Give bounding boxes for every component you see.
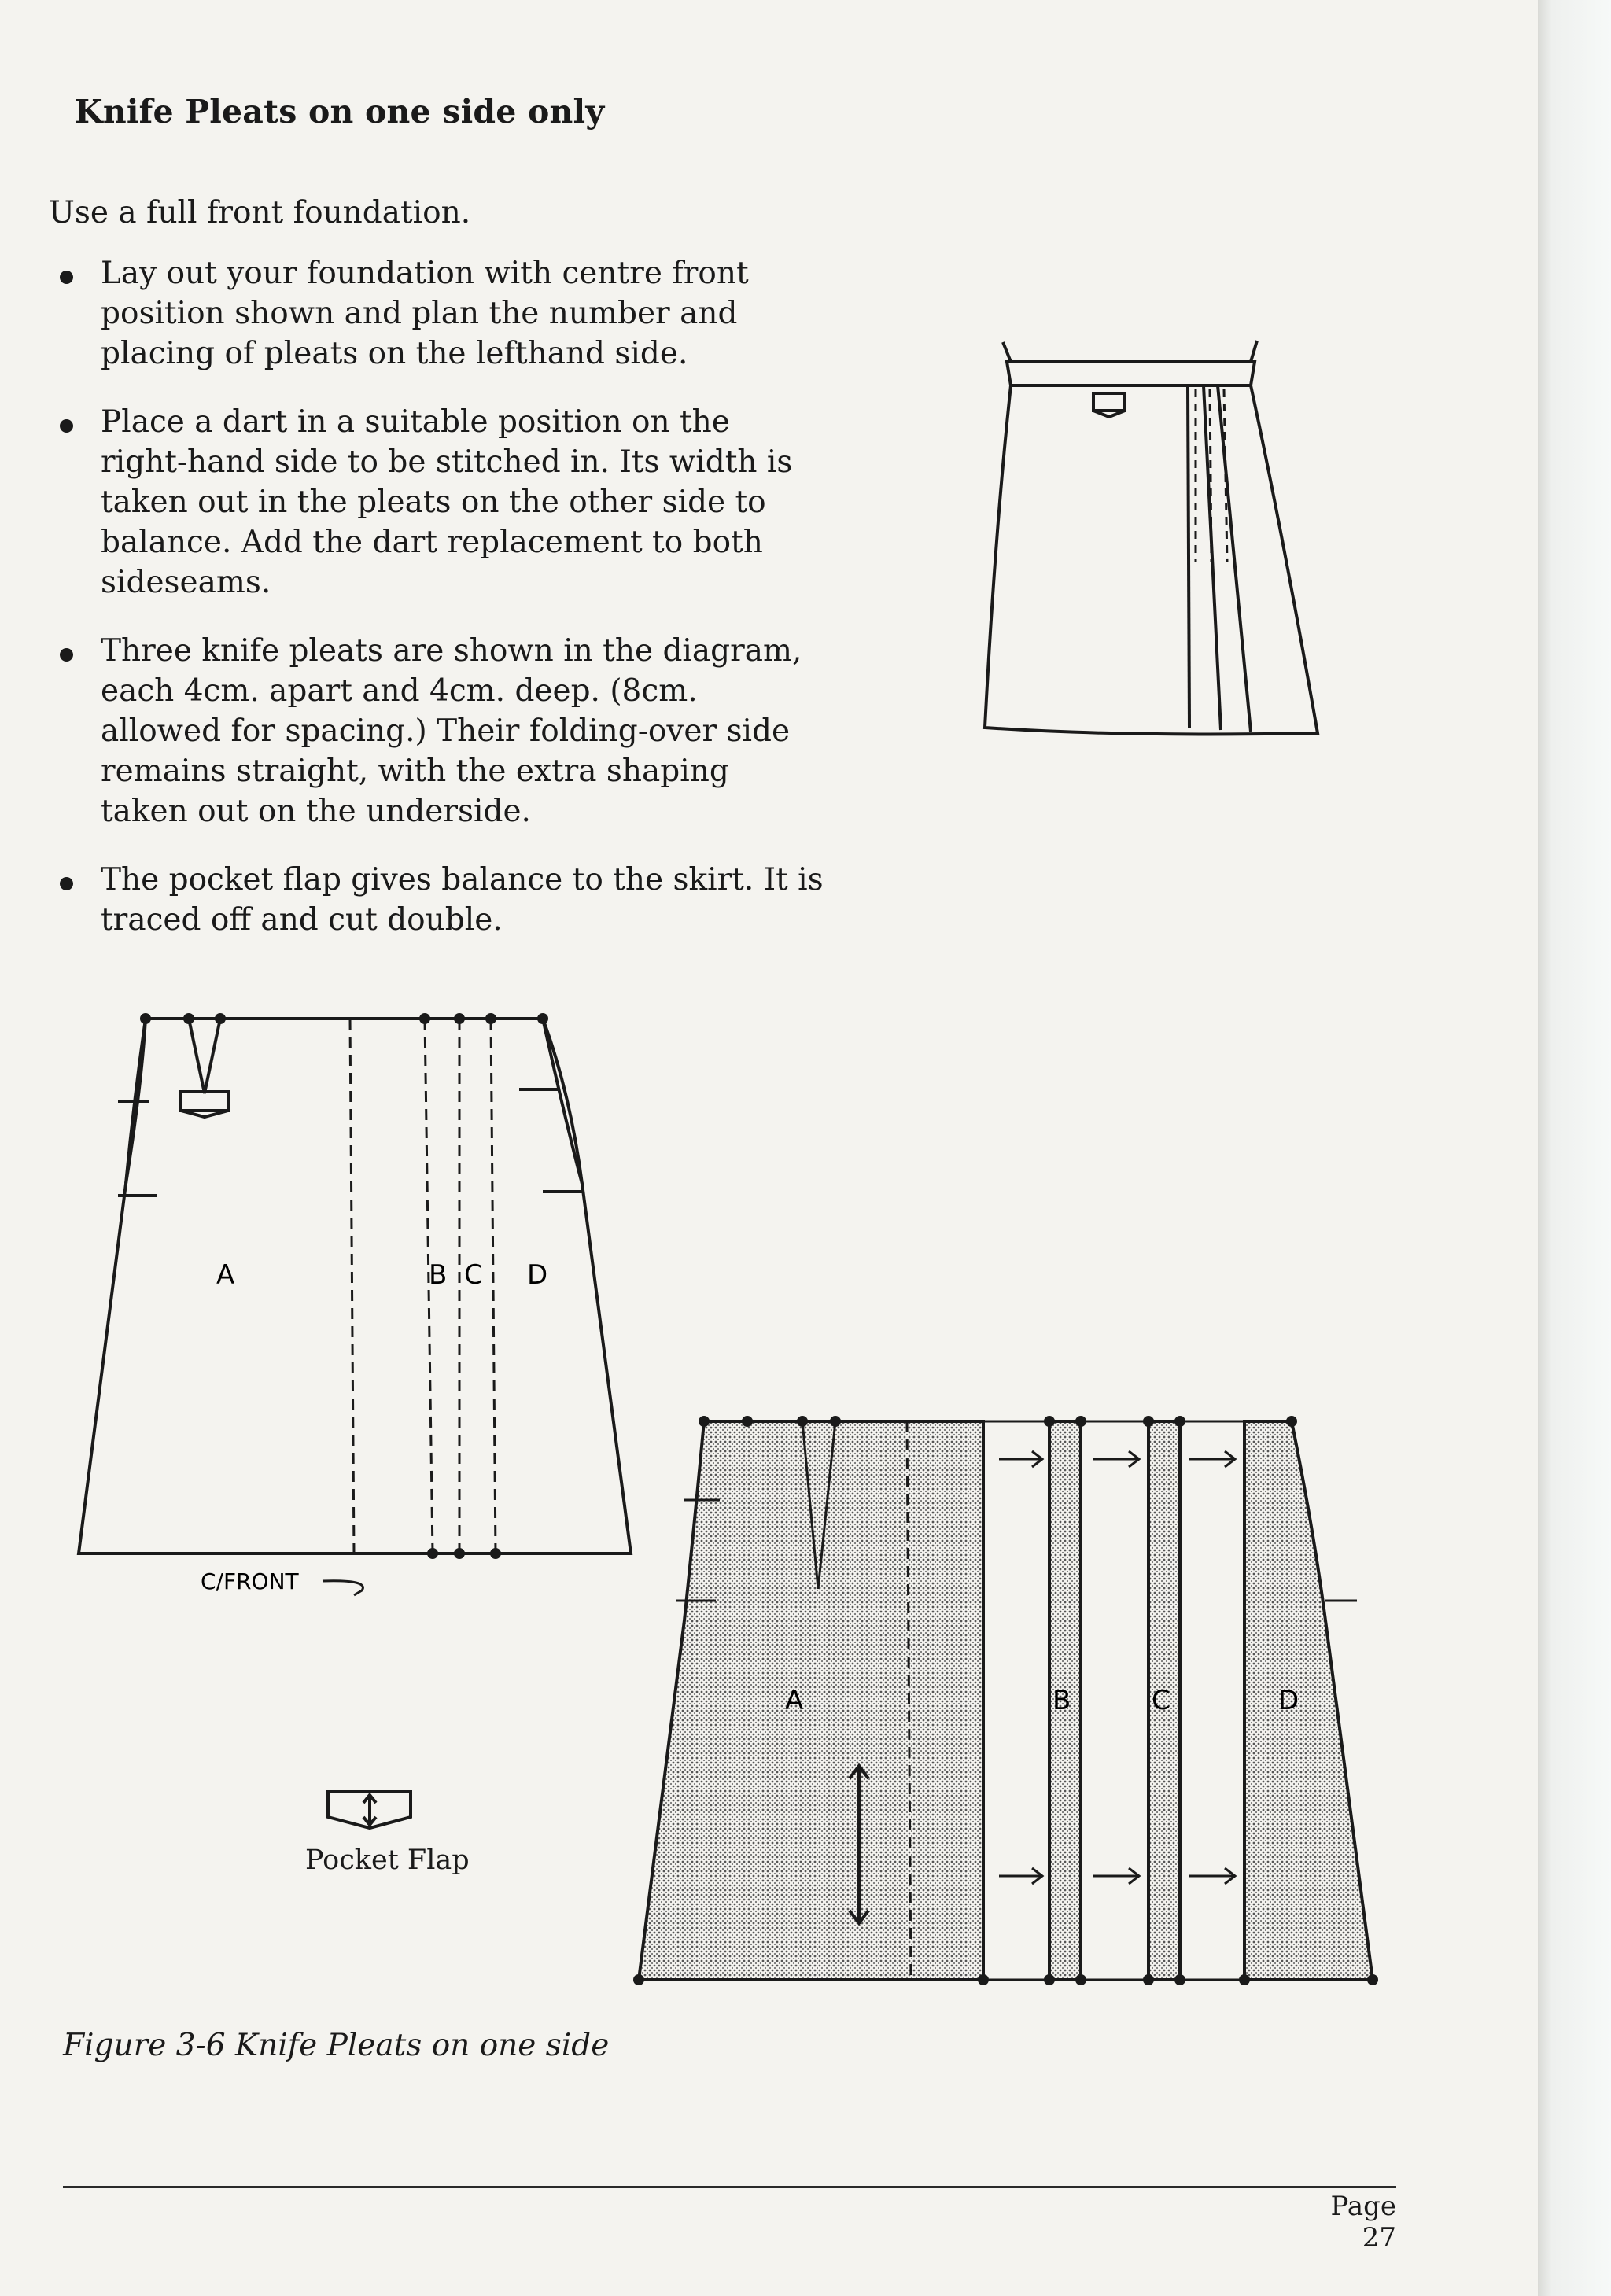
instruction-item xyxy=(49,402,824,603)
panel-b-label: B xyxy=(429,1259,448,1291)
pocket-flap-caption: Pocket Flap xyxy=(305,1845,470,1876)
pleat-layout-pattern xyxy=(71,1007,645,1597)
instruction-list xyxy=(49,253,824,968)
scan-edge xyxy=(1538,0,1611,2296)
section-heading: Knife Pleats on one side only xyxy=(75,93,605,131)
pocket-flap-piece xyxy=(324,1786,415,1841)
instruction-text: The pocket flap gives balance to the skirt. It is traced off and cut double. xyxy=(101,862,824,938)
bullet-icon xyxy=(60,419,73,433)
centre-front-label: C/FRONT xyxy=(201,1568,299,1594)
piece-c-label: C xyxy=(1152,1685,1170,1716)
finished-skirt-illustration xyxy=(968,326,1337,747)
panel-d-label: D xyxy=(527,1259,548,1291)
bullet-icon xyxy=(60,877,73,890)
instruction-text: Lay out your foundation with centre front position shown and plan the number and placing of pleats on the lefthand side. xyxy=(101,256,749,371)
instruction-item xyxy=(49,631,824,831)
panel-c-label: C xyxy=(464,1259,483,1291)
instruction-text: Place a dart in a suitable position on the right-hand side to be stitched in. Its width is taken out in the pleats on the other side to balance. Add the dart replacement to both sideseams. xyxy=(101,404,793,600)
piece-b-label: B xyxy=(1052,1685,1071,1716)
instruction-item xyxy=(49,253,824,374)
footer-rule xyxy=(63,2186,1396,2188)
panel-a-label: A xyxy=(216,1259,235,1291)
piece-d-label: D xyxy=(1278,1685,1299,1716)
instruction-text: Three knife pleats are shown in the diagram, each 4cm. apart and 4cm. deep. (8cm. allowed for spacing.) Their folding-over side remains straight, with the extra shaping taken out on the underside. xyxy=(101,633,802,829)
intro-text: Use a full front foundation. xyxy=(49,195,471,230)
page-number: Page 27 xyxy=(1330,2191,1396,2254)
piece-a-label: A xyxy=(785,1685,804,1716)
figure-caption: Figure 3-6 Knife Pleats on one side xyxy=(63,2028,610,2063)
bullet-icon xyxy=(60,271,73,284)
cut-pattern-pieces xyxy=(629,1412,1392,1994)
instruction-item xyxy=(49,860,824,940)
bullet-icon xyxy=(60,648,73,662)
